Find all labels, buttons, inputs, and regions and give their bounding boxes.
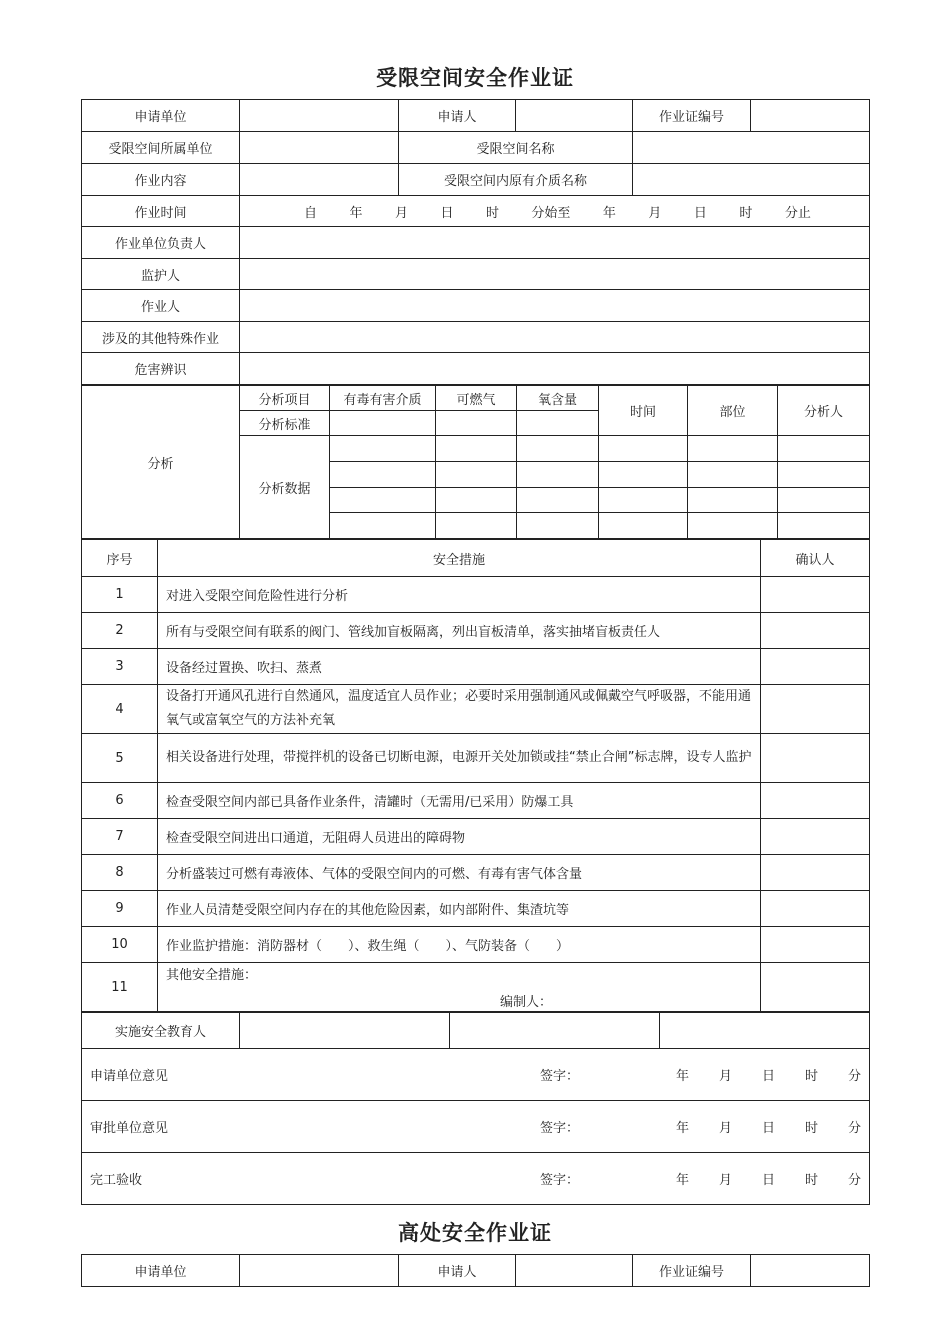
measure-no: 7 [82, 819, 158, 855]
data-cell[interactable] [688, 462, 778, 488]
educator-label: 实施安全教育人 [82, 1013, 240, 1049]
measure-no: 1 [82, 577, 158, 613]
opinion-label: 审批单位意见 [90, 1121, 169, 1136]
confirm-cell[interactable] [761, 963, 870, 1012]
permit-no-label: 作业证编号 [633, 100, 751, 132]
applicant-field[interactable] [516, 100, 633, 132]
data-cell[interactable] [436, 513, 517, 539]
data-cell[interactable] [517, 462, 599, 488]
measure-no: 6 [82, 783, 158, 819]
space-name-field[interactable] [633, 132, 870, 164]
combustible-header: 可燃气 [436, 386, 517, 411]
oxygen-header: 氧含量 [517, 386, 599, 411]
measure-text: 设备打开通风孔进行自然通风，温度适宜人员作业；必要时采用强制通风或佩戴空气呼吸器，不能用通氧气或富氧空气的方法补充氧 [158, 685, 761, 734]
apply-unit-field[interactable] [240, 100, 399, 132]
confirm-cell[interactable] [761, 613, 870, 649]
data-cell[interactable] [688, 488, 778, 513]
educator-table [81, 1012, 870, 1049]
measure-text: 检查受限空间进出口通道，无阻碍人员进出的障碍物 [158, 819, 761, 855]
apply-unit-label: 申请单位 [82, 100, 240, 132]
data-cell[interactable] [330, 462, 436, 488]
data-cell[interactable] [517, 436, 599, 462]
standard-cell[interactable] [330, 411, 436, 436]
data-cell[interactable] [436, 488, 517, 513]
opinion-row[interactable] [82, 1049, 870, 1101]
time-month-end: 月 [648, 205, 662, 221]
space-owner-field[interactable] [240, 132, 399, 164]
date-hour: 时 [804, 1069, 818, 1084]
monitor-field[interactable] [240, 259, 870, 290]
data-cell[interactable] [778, 462, 870, 488]
confirm-cell[interactable] [761, 819, 870, 855]
measure-no: 5 [82, 734, 158, 783]
permit2-info-table [81, 1254, 870, 1287]
confirm-cell[interactable] [761, 577, 870, 613]
time-minute-start: 分始至 [531, 205, 571, 221]
confirm-cell[interactable] [761, 783, 870, 819]
measure-text: 检查受限空间内部已具备作业条件，清罐时（无需用/已采用）防爆工具 [158, 783, 761, 819]
data-cell[interactable] [778, 513, 870, 539]
data-cell[interactable] [436, 436, 517, 462]
data-cell[interactable] [778, 488, 870, 513]
date-month: 月 [718, 1069, 732, 1084]
other-measures-cell[interactable] [158, 963, 761, 1012]
work-time-label: 作业时间 [82, 196, 240, 227]
time-day-end: 日 [693, 205, 707, 221]
work-content-label: 作业内容 [82, 164, 240, 196]
confirm-header: 确认人 [761, 540, 870, 577]
analysis-table [81, 385, 870, 539]
confirm-cell[interactable] [761, 685, 870, 734]
measure-no: 10 [82, 927, 158, 963]
time-hour: 时 [485, 205, 499, 221]
measure-text: 作业人员清楚受限空间内存在的其他危险因素，如内部附件、集渣坑等 [158, 891, 761, 927]
data-cell[interactable] [688, 513, 778, 539]
opinions-table [81, 1048, 870, 1205]
signature-label: 签字： [540, 1121, 580, 1136]
hazard-label: 危害辨识 [82, 353, 240, 385]
work-content-field[interactable] [240, 164, 399, 196]
educator-field[interactable] [660, 1013, 870, 1049]
analysis-item-label: 分析项目 [240, 386, 330, 411]
date-day: 日 [761, 1069, 775, 1084]
permit-no-label: 作业证编号 [633, 1255, 751, 1287]
confirm-cell[interactable] [761, 927, 870, 963]
work-time-field[interactable] [240, 196, 870, 227]
other-special-label: 涉及的其他特殊作业 [82, 322, 240, 353]
measure-no: 8 [82, 855, 158, 891]
measure-text: 相关设备进行处理，带搅拌机的设备已切断电源，电源开关处加锁或挂“禁止合闸”标志牌，设专人监护 [158, 734, 761, 783]
measures-table [81, 539, 870, 1012]
date-day: 日 [761, 1121, 775, 1136]
data-cell[interactable] [517, 488, 599, 513]
permit-no-field[interactable] [751, 1255, 870, 1287]
date-minute: 分 [847, 1069, 861, 1084]
date-month: 月 [718, 1121, 732, 1136]
space-owner-label: 受限空间所属单位 [82, 132, 240, 164]
confirm-cell[interactable] [761, 734, 870, 783]
permit-title: 受限空间安全作业证 [376, 66, 574, 90]
standard-cell[interactable] [436, 411, 517, 436]
opinion-label: 完工验收 [90, 1173, 143, 1188]
analysis-standard-label: 分析标准 [240, 411, 330, 436]
worker-field[interactable] [240, 290, 870, 322]
time-header: 时间 [599, 386, 688, 436]
opinion-label: 申请单位意见 [90, 1069, 169, 1084]
date-year: 年 [676, 1121, 690, 1136]
date-minute: 分 [847, 1173, 861, 1188]
date-year: 年 [676, 1173, 690, 1188]
measure-no: 11 [82, 963, 158, 1012]
date-fields [660, 1169, 861, 1188]
original-medium-label: 受限空间内原有介质名称 [399, 164, 633, 196]
date-fields [660, 1117, 861, 1136]
other-special-field[interactable] [240, 322, 870, 353]
time-year-end: 年 [602, 205, 616, 221]
worker-label: 作业人 [82, 290, 240, 322]
standard-cell[interactable] [517, 411, 599, 436]
time-hour-end: 时 [739, 205, 753, 221]
educator-field[interactable] [450, 1013, 660, 1049]
time-from: 自 [304, 205, 318, 221]
hazard-field[interactable] [240, 353, 870, 385]
data-cell[interactable] [778, 436, 870, 462]
time-month: 月 [394, 205, 408, 221]
date-year: 年 [676, 1069, 690, 1084]
measure-no: 3 [82, 649, 158, 685]
leader-label: 作业单位负责人 [82, 227, 240, 259]
date-day: 日 [761, 1173, 775, 1188]
measure-text: 设备经过置换、吹扫、蒸煮 [158, 649, 761, 685]
measure-no: 9 [82, 891, 158, 927]
applicant-label: 申请人 [399, 100, 516, 132]
analyst-header: 分析人 [778, 386, 870, 436]
time-minute-end: 分止 [784, 205, 811, 221]
time-day: 日 [440, 205, 454, 221]
permit-no-field[interactable] [751, 100, 870, 132]
measures-header: 安全措施 [158, 540, 761, 577]
permit-basic-table [81, 99, 870, 385]
data-cell[interactable] [599, 462, 688, 488]
apply-unit-field[interactable] [240, 1255, 399, 1287]
measure-no: 2 [82, 613, 158, 649]
apply-unit-label: 申请单位 [82, 1255, 240, 1287]
confirm-cell[interactable] [761, 891, 870, 927]
opinion-row[interactable] [82, 1153, 870, 1205]
toxic-header: 有毒有害介质 [330, 386, 436, 411]
measure-text: 所有与受限空间有联系的阀门、管线加盲板隔离，列出盲板清单，落实抽堵盲板责任人 [158, 613, 761, 649]
measure-text: 作业监护措施：消防器材（ ）、救生绳（ ）、气防装备（ ） [158, 927, 761, 963]
data-cell[interactable] [599, 513, 688, 539]
applicant-field[interactable] [516, 1255, 633, 1287]
analysis-data-label: 分析数据 [240, 436, 330, 539]
analysis-label: 分析 [82, 386, 240, 539]
time-year: 年 [349, 205, 363, 221]
data-cell[interactable] [330, 513, 436, 539]
measure-text: 对进入受限空间危险性进行分析 [158, 577, 761, 613]
space-name-label: 受限空间名称 [399, 132, 633, 164]
applicant-label: 申请人 [399, 1255, 516, 1287]
opinion-row[interactable] [82, 1101, 870, 1153]
data-cell[interactable] [330, 488, 436, 513]
confirm-cell[interactable] [761, 855, 870, 891]
location-header: 部位 [688, 386, 778, 436]
compiler-label: 编制人： [499, 995, 552, 1010]
educator-field[interactable] [240, 1013, 450, 1049]
permit2-title: 高处安全作业证 [398, 1221, 552, 1245]
data-cell[interactable] [517, 513, 599, 539]
data-cell[interactable] [436, 462, 517, 488]
measure-text: 分析盛装过可燃有毒液体、气体的受限空间内的可燃、有毒有害气体含量 [158, 855, 761, 891]
measure-no: 4 [82, 685, 158, 734]
signature-label: 签字： [540, 1069, 580, 1084]
data-cell[interactable] [599, 436, 688, 462]
date-month: 月 [718, 1173, 732, 1188]
date-fields [660, 1065, 861, 1084]
confirm-cell[interactable] [761, 649, 870, 685]
other-measures-label: 其他安全措施： [166, 968, 258, 983]
date-minute: 分 [847, 1121, 861, 1136]
date-hour: 时 [804, 1173, 818, 1188]
signature-label: 签字： [540, 1173, 580, 1188]
leader-field[interactable] [240, 227, 870, 259]
date-hour: 时 [804, 1121, 818, 1136]
original-medium-field[interactable] [633, 164, 870, 196]
monitor-label: 监护人 [82, 259, 240, 290]
measures-no-header: 序号 [82, 540, 158, 577]
data-cell[interactable] [599, 488, 688, 513]
data-cell[interactable] [688, 436, 778, 462]
data-cell[interactable] [330, 436, 436, 462]
